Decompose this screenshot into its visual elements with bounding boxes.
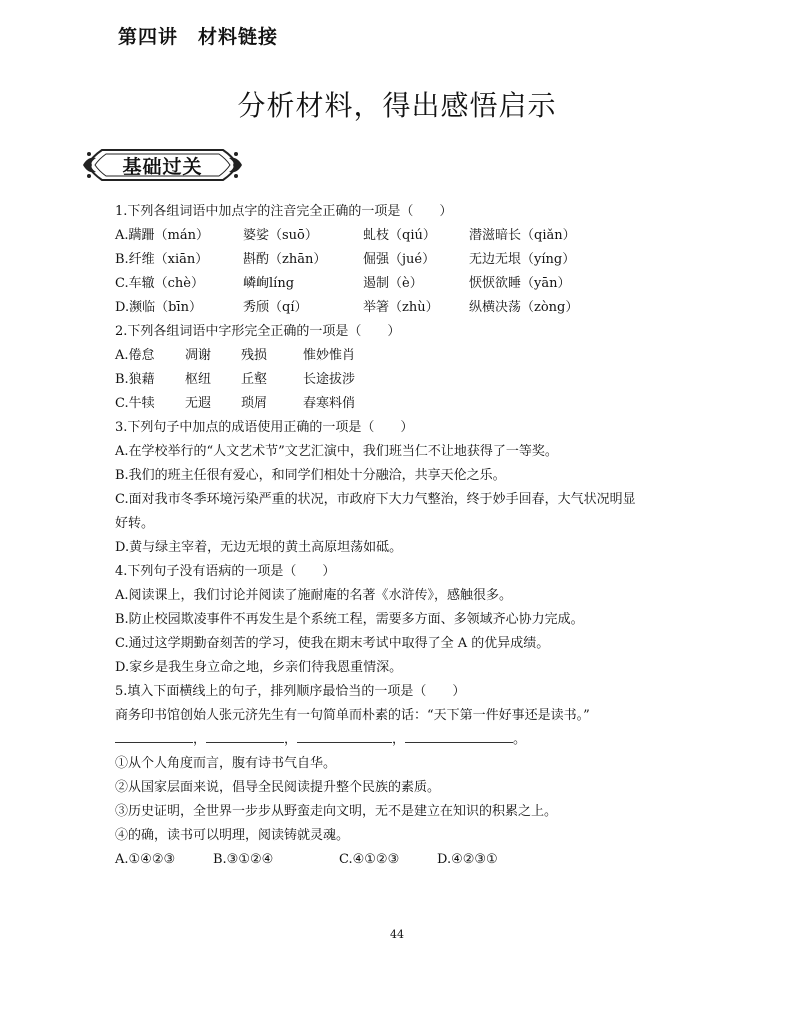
q2-b-1: B.狼藉 [115,372,155,387]
q1-row-a [115,224,685,248]
q2-c-2: 无遐 [185,396,212,411]
q1-a-4: 潜滋暗长（qiǎn） [469,228,576,243]
q2-b-2: 枢纽 [185,372,212,387]
q4-option-c: C.通过这学期勤奋刻苦的学习，使我在期末考试中取得了全 A 的优异成绩。 [115,636,550,651]
q3-option-c-line1: C.面对我市冬季环境污染严重的状况，市政府下大力气整治，终于妙手回春，大气状况明显 [115,492,636,507]
q2-stem: 2.下列各组词语中字形完全正确的一项是（ ） [115,324,401,339]
question-list [115,200,685,872]
q2-row-b [115,368,685,392]
q2-a-2: 凋谢 [185,348,212,363]
q5-sentence-1: ①从个人角度而言，腹有诗书气自华。 [115,756,337,771]
q3-option-b: B.我们的班主任很有爱心，和同学们相处十分融洽，共享天伦之乐。 [115,468,506,483]
q5-options [115,848,685,872]
q1-c-3: 遏制（è） [363,276,423,291]
q1-d-2: 秀颀（qí） [243,300,308,315]
q5-sentence-4: ④的确，读书可以明理，阅读铸就灵魂。 [115,828,350,843]
q5-sentence-2: ②从国家层面来说，倡导全民阅读提升整个民族的素质。 [115,780,441,795]
q3-option-a: A.在学校举行的“人文艺术节”文艺汇演中，我们班当仁不让地获得了一等奖。 [115,444,558,459]
page-number: 44 [390,928,404,941]
q1-d-3: 举箸（zhù） [363,300,439,315]
section-banner [80,142,245,188]
q3-stem: 3.下列句子中加点的成语使用正确的一项是（ ） [115,420,414,435]
q1-row-d [115,296,685,320]
q2-a-4: 惟妙惟肖 [303,348,356,363]
q5-stem: 5.填入下面横线上的句子，排列顺序最恰当的一项是（ ） [115,684,466,699]
q1-row-b [115,248,685,272]
q3-option-c-line2: 好转。 [115,516,155,531]
page-title: 分析材料，得出感悟启示 [237,89,557,122]
q2-c-4: 春寒料俏 [303,396,356,411]
q2-row-a [115,344,685,368]
lecture-header: 第四讲 材料链接 [118,26,279,48]
q1-c-4: 恹恹欲睡（yān） [469,276,571,291]
q5-blank-row: ， ， ， 。 [115,728,685,752]
q5-sentence-3: ③历史证明，全世界一步步从野蛮走向文明，无不是建立在知识的积累之上。 [115,804,558,819]
q2-c-3: 琐屑 [241,396,268,411]
q1-stem: 1.下列各组词语中加点字的注音完全正确的一项是（ ） [115,204,453,219]
q1-d-4: 纵横决荡（zòng） [469,300,579,315]
q1-c-1: C.车辙（chè） [115,276,204,291]
fill-blank-4 [405,728,513,743]
q5-quote: 商务印书馆创始人张元济先生有一句简单而朴素的话：“天下第一件好事还是读书。” [115,708,590,723]
q4-option-a: A.阅读课上，我们讨论并阅读了施耐庵的名著《水浒传》，感触很多。 [115,588,513,603]
q2-c-1: C.牛犊 [115,396,155,411]
q4-stem: 4.下列句子没有语病的一项是（ ） [115,564,336,579]
q5-option-d: D.④②③① [437,852,498,867]
q1-b-4: 无边无垠（yíng） [469,252,576,267]
q2-a-3: 残损 [241,348,268,363]
fill-blank-3 [297,728,392,743]
q4-option-d: D.家乡是我生身立命之地，乡亲们待我恩重情深。 [115,660,403,675]
q1-a-1: A.蹒跚（mán） [115,228,209,243]
q1-a-3: 虬枝（qiú） [363,228,436,243]
q2-row-c [115,392,685,416]
q1-d-1: D.濒临（bīn） [115,300,202,315]
q1-row-c [115,272,685,296]
q2-a-1: A.倦怠 [115,348,155,363]
q4-option-b: B.防止校园欺凌事件不再发生是个系统工程，需要多方面、多领域齐心协力完成。 [115,612,584,627]
q1-c-2: 嶙峋líng [243,276,295,291]
q1-a-2: 婆娑（suō） [243,228,318,243]
q5-option-c: C.④①②③ [339,852,400,867]
q2-b-4: 长途拔涉 [303,372,356,387]
fill-blank-2 [206,728,284,743]
q2-b-3: 丘壑 [241,372,268,387]
q5-option-a: A.①④②③ [115,852,176,867]
q5-option-b: B.③①②④ [213,852,274,867]
q1-b-1: B.纤维（xiān） [115,252,209,267]
section-banner-label: 基础过关 [122,156,203,178]
q1-b-2: 斟酌（zhān） [243,252,327,267]
q3-option-d: D.黄与绿主宰着，无边无垠的黄土高原坦荡如砥。 [115,540,403,555]
q1-b-3: 倔强（jué） [363,252,436,267]
fill-blank-1 [115,728,193,743]
